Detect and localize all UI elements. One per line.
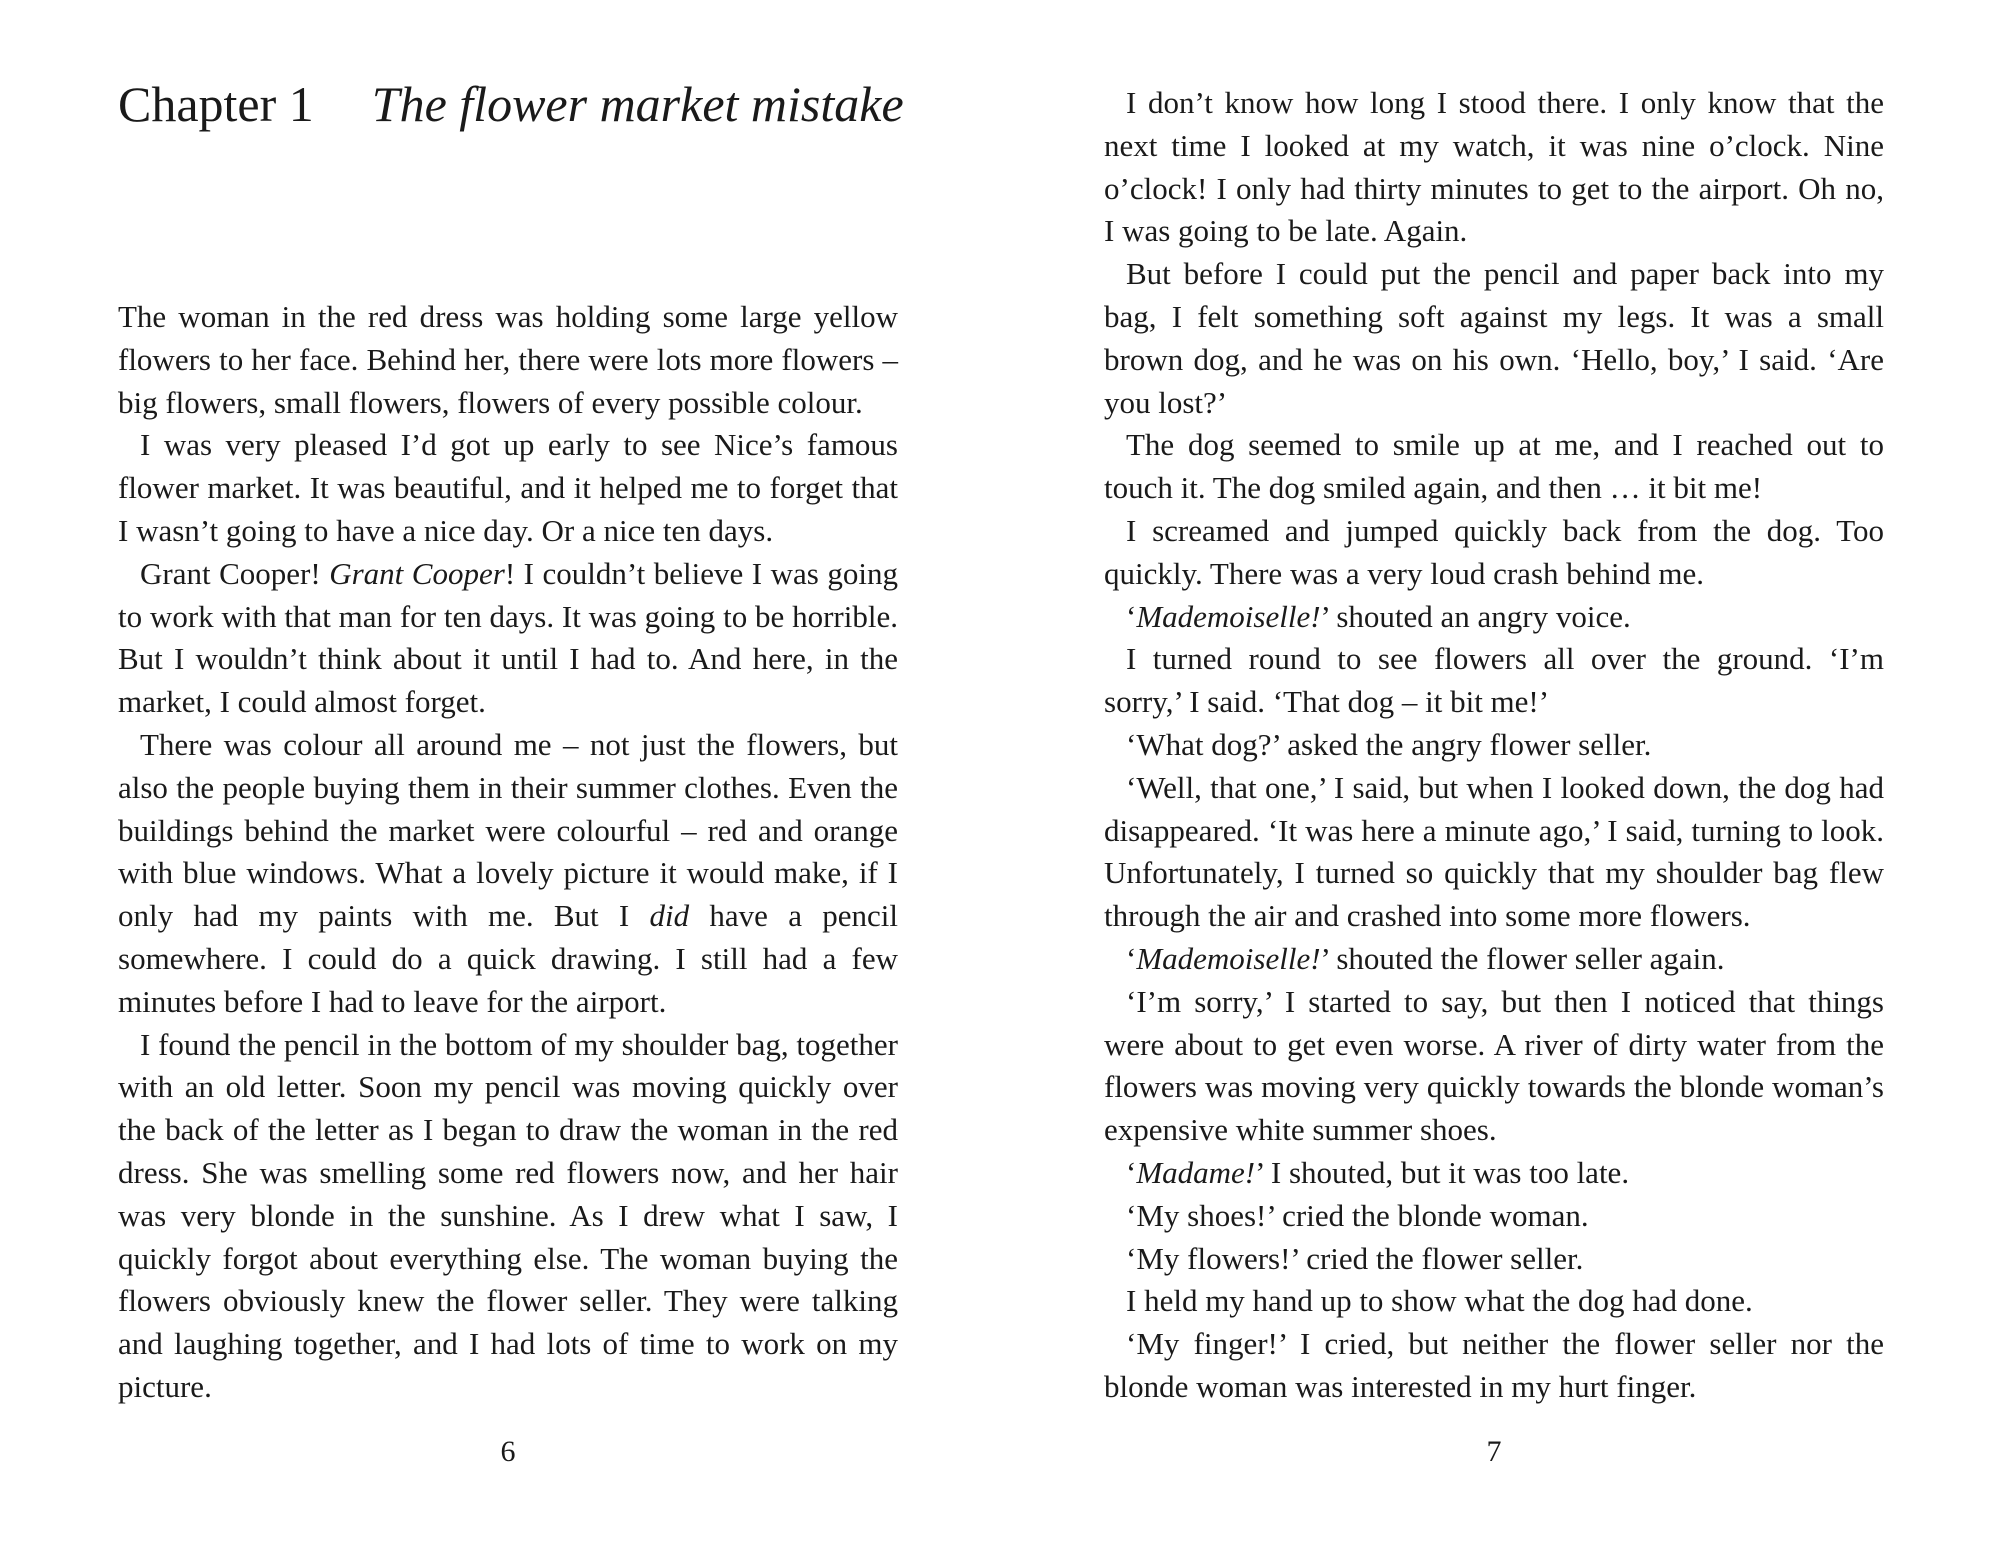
italic-text: Madame! <box>1136 1154 1256 1190</box>
paragraph <box>1104 1152 1884 1195</box>
paragraph <box>1104 1238 1884 1281</box>
paragraph <box>1104 510 1884 596</box>
text-run: have a pencil somewhere. I could do a quick drawing. I still had a few minutes before I had to leave for the airport. <box>118 898 898 1019</box>
text-run: The dog seemed to smile up at me, and I reached out to touch it. The dog smiled again, and then … it bit me! <box>1104 427 1884 506</box>
paragraph <box>1104 82 1884 253</box>
paragraph <box>1104 938 1884 981</box>
paragraph <box>1104 981 1884 1152</box>
text-run: I held my hand up to show what the dog had done. <box>1126 1283 1753 1319</box>
text-run: ‘ <box>1126 940 1137 976</box>
chapter-label: Chapter 1 <box>118 76 314 132</box>
text-run: There was colour all around me – not just the flowers, but also the people buying them in their summer clothes. Even the buildings behind the market were colourful – red and orange with blue windows. What a lovely picture it would make, if I only had my paints with me. But I <box>118 726 898 934</box>
text-run: I found the pencil in the bottom of my shoulder bag, together with an old letter. Soon my pencil was moving quickly over the back of the letter as I began to draw the woman in the red dress. She was smelling some red flowers now, and her hair was very blonde in the sunshine. As I drew what I saw, I quickly forgot about everything else. The woman buying the flowers obviously knew the flower seller. They were talking and laughing together, and I had lots of time to work on my picture. <box>118 1026 898 1404</box>
text-run: The woman in the red dress was holding some large yellow flowers to her face. Behind her, there were lots more flowers – big flowers, small flowers, flowers of every possible colour. <box>118 299 898 420</box>
text-run: ’ shouted an angry voice. <box>1320 598 1631 634</box>
chapter-title: The flower market mistake <box>371 76 904 132</box>
italic-text: Mademoiselle! <box>1136 598 1321 634</box>
text-run: ’ shouted the flower seller again. <box>1320 940 1725 976</box>
text-run: ! I couldn’t believe I was going to work with that man for ten days. It was going to be horrible. But I wouldn’t think about it until I had to. And here, in the market, I could almost forget. <box>118 555 898 720</box>
paragraph <box>1104 596 1884 639</box>
page-number-right: 7 <box>1486 1435 1502 1468</box>
left-page-body <box>118 296 898 1409</box>
paragraph <box>118 553 898 724</box>
left-page <box>118 0 904 1544</box>
paragraph <box>118 296 898 424</box>
text-run: ‘What dog?’ asked the angry flower seller. <box>1126 726 1652 762</box>
italic-text: Grant Cooper <box>329 555 505 591</box>
text-run: ‘My shoes!’ cried the blonde woman. <box>1126 1197 1589 1233</box>
text-run: ‘Well, that one,’ I said, but when I looked down, the dog had disappeared. ‘It was here a minute ago,’ I said, turning to look. Unfortunately, I turned so quickly that my shoulder bag flew through the air and crashed into some more flowers. <box>1104 769 1884 934</box>
chapter-heading <box>118 74 904 134</box>
paragraph <box>118 724 898 1024</box>
paragraph <box>1104 638 1884 724</box>
text-run: But before I could put the pencil and paper back into my bag, I felt something soft against my legs. It was a small brown dog, and he was on his own. ‘Hello, boy,’ I said. ‘Are you lost?’ <box>1104 256 1884 420</box>
paragraph <box>1104 1195 1884 1238</box>
text-run: I was very pleased I’d got up early to see Nice’s famous flower market. It was beautiful, and it helped me to forget that I wasn’t going to have a nice day. Or a nice ten days. <box>118 427 898 548</box>
right-page <box>1104 0 1884 1544</box>
page-number-left: 6 <box>500 1435 516 1468</box>
text-run: ’ I shouted, but it was too late. <box>1255 1154 1630 1190</box>
text-run: Grant Cooper! <box>140 555 330 591</box>
paragraph <box>1104 1280 1884 1323</box>
text-run: I screamed and jumped quickly back from the dog. Too quickly. There was a very loud crash behind me. <box>1104 512 1884 591</box>
italic-text: did <box>649 898 690 934</box>
italic-text: Mademoiselle! <box>1136 940 1321 976</box>
paragraph <box>1104 253 1884 424</box>
right-page-body <box>1104 82 1884 1409</box>
text-run: ‘ <box>1126 598 1137 634</box>
text-run: ‘My flowers!’ cried the flower seller. <box>1126 1240 1584 1276</box>
text-run: ‘I’m sorry,’ I started to say, but then I noticed that things were about to get even worse. A river of dirty water from the flowers was moving very quickly towards the blonde woman’s expensive white summer shoes. <box>1104 983 1884 1148</box>
text-run: ‘My finger!’ I cried, but neither the flower seller nor the blonde woman was interested in my hurt finger. <box>1104 1326 1884 1404</box>
paragraph <box>1104 724 1884 767</box>
paragraph <box>1104 767 1884 938</box>
paragraph <box>118 424 898 552</box>
text-run: I turned round to see flowers all over the ground. ‘I’m sorry,’ I said. ‘That dog – it bit me!’ <box>1104 641 1884 720</box>
text-run: ‘ <box>1126 1154 1137 1190</box>
paragraph <box>1104 1323 1884 1409</box>
paragraph <box>1104 424 1884 510</box>
paragraph <box>118 1024 898 1409</box>
text-run: I don’t know how long I stood there. I only know that the next time I looked at my watch, it was nine o’clock. Nine o’clock! I only had thirty minutes to get to the airport. Oh no, I was going to be late. Again. <box>1104 85 1884 249</box>
